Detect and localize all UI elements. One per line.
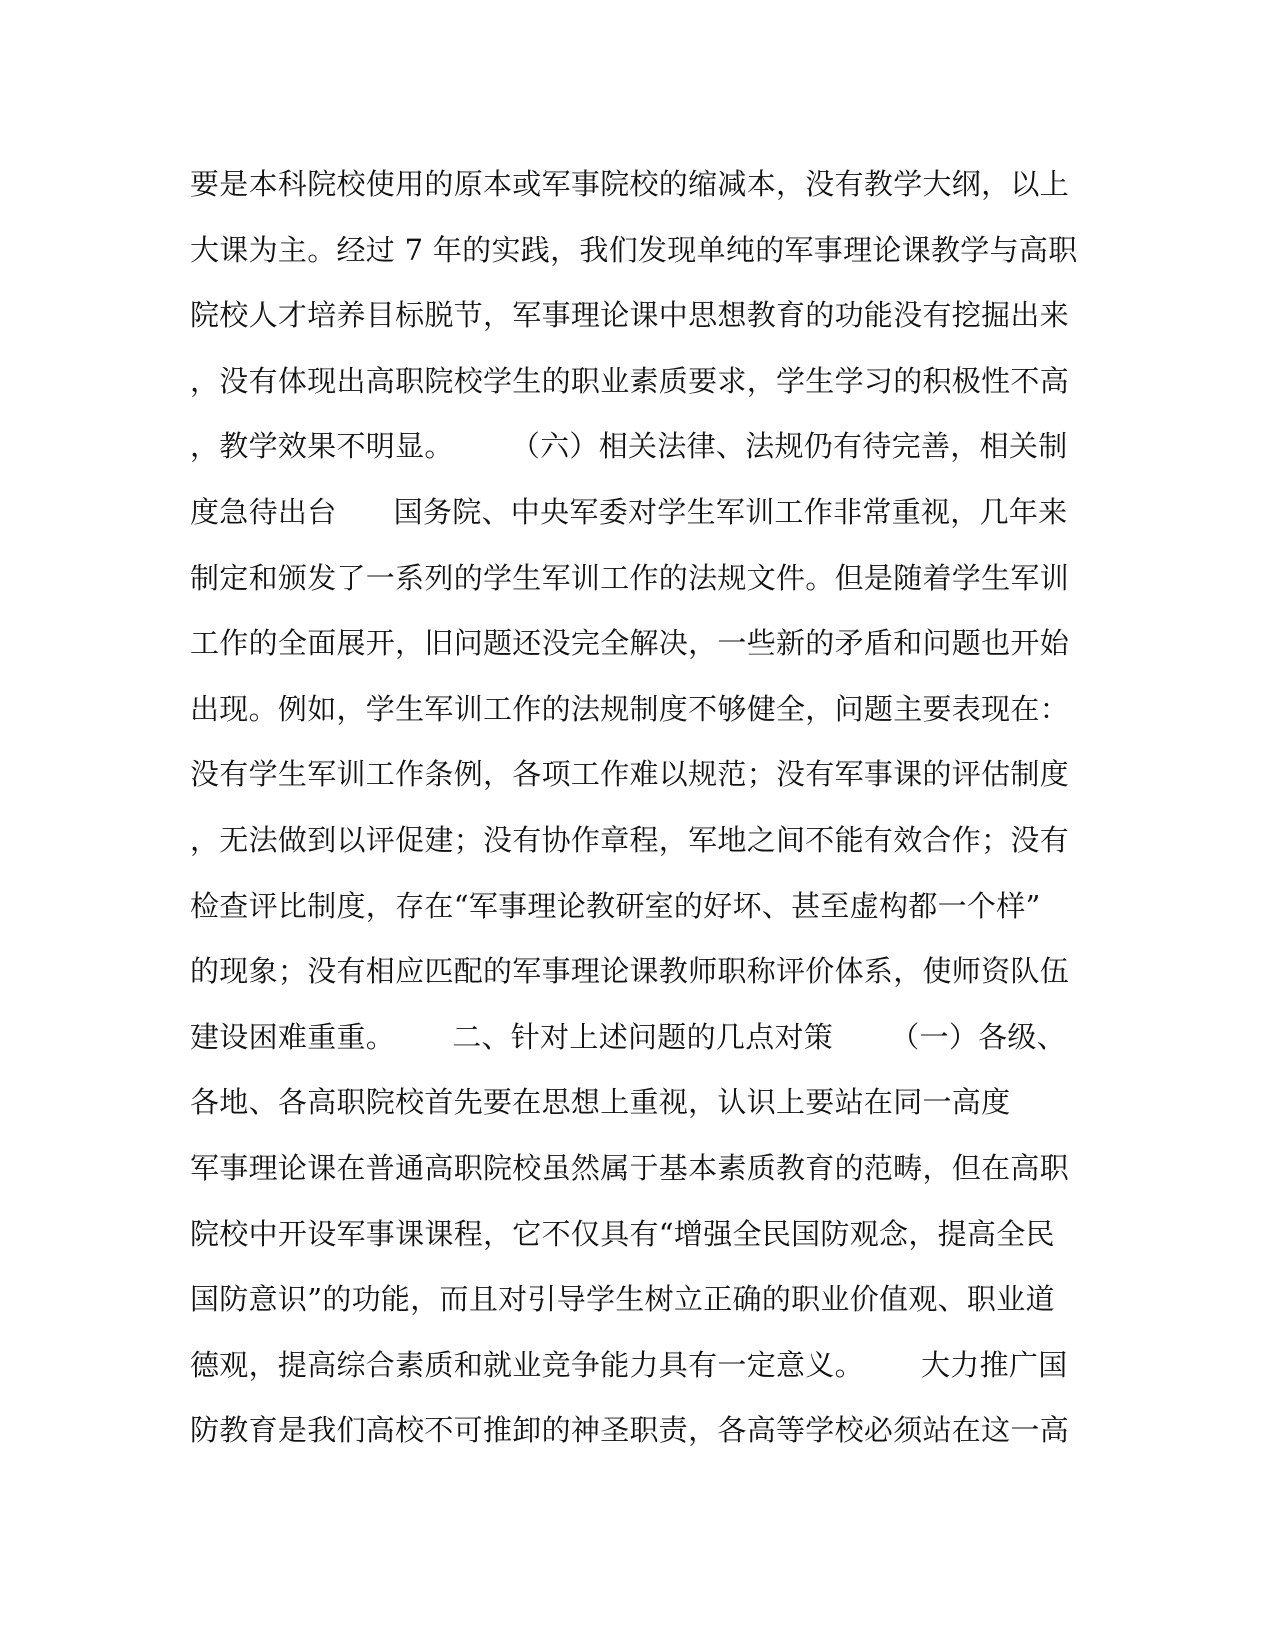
text-line: 没有学生军训工作条例，各项工作难以规范；没有军事课的评估制度 (190, 757, 1070, 792)
text-line: 德观，提高综合素质和就业竞争能力具有一定意义。 大力推广国 (190, 1347, 1068, 1382)
text-line: 工作的全面展开，旧问题还没完全解决，一些新的矛盾和问题也开始 (190, 626, 1070, 661)
text-line: 院校人才培养目标脱节，军事理论课中思想教育的功能没有挖掘出来 (190, 298, 1070, 333)
text-line: 的现象；没有相应匹配的军事理论课教师职称评价体系，使师资队伍 (190, 954, 1070, 989)
text-line: 度急待出台 国务院、中央军委对学生军训工作非常重视，几年来 (190, 494, 1068, 529)
text-line: ，没有体现出高职院校学生的职业素质要求，学生学习的积极性不高 (190, 363, 1070, 398)
text-line: 大课为主。经过 7 年的实践，我们发现单纯的军事理论课教学与高职 (190, 232, 1078, 267)
text-line: ，教学效果不明显。 （六）相关法律、法规仍有待完善，相关制 (190, 429, 1068, 464)
text-line: 各地、各高职院校首先要在思想上重视，认识上要站在同一高度 (190, 1085, 1011, 1120)
text-line: 院校中开设军事课课程，它不仅具有“增强全民国防观念，提高全民 (190, 1216, 1055, 1251)
text-line: 建设困难重重。 二、针对上述问题的几点对策 （一）各级、 (190, 1019, 1067, 1054)
text-line: 制定和颁发了一系列的学生军训工作的法规文件。但是随着学生军训 (190, 560, 1070, 595)
text-line: 军事理论课在普通高职院校虽然属于基本素质教育的范畴，但在高职 (190, 1150, 1070, 1185)
text-line: 检查评比制度，存在“军事理论教研室的好坏、甚至虚构都一个样” (190, 888, 1041, 923)
text-line: 防教育是我们高校不可推卸的神圣职责，各高等学校必须站在这一高 (190, 1413, 1070, 1448)
body-text (190, 152, 1078, 1464)
text-line: 国防意识”的功能，而且对引导学生树立正确的职业价值观、职业道 (190, 1282, 1055, 1317)
text-line: 出现。例如，学生军训工作的法规制度不够健全，问题主要表现在： (190, 691, 1070, 726)
text-line: 要是本科院校使用的原本或军事院校的缩减本，没有教学大纲，以上 (190, 167, 1070, 201)
text-line: ，无法做到以评促建；没有协作章程，军地之间不能有效合作；没有 (190, 822, 1070, 857)
